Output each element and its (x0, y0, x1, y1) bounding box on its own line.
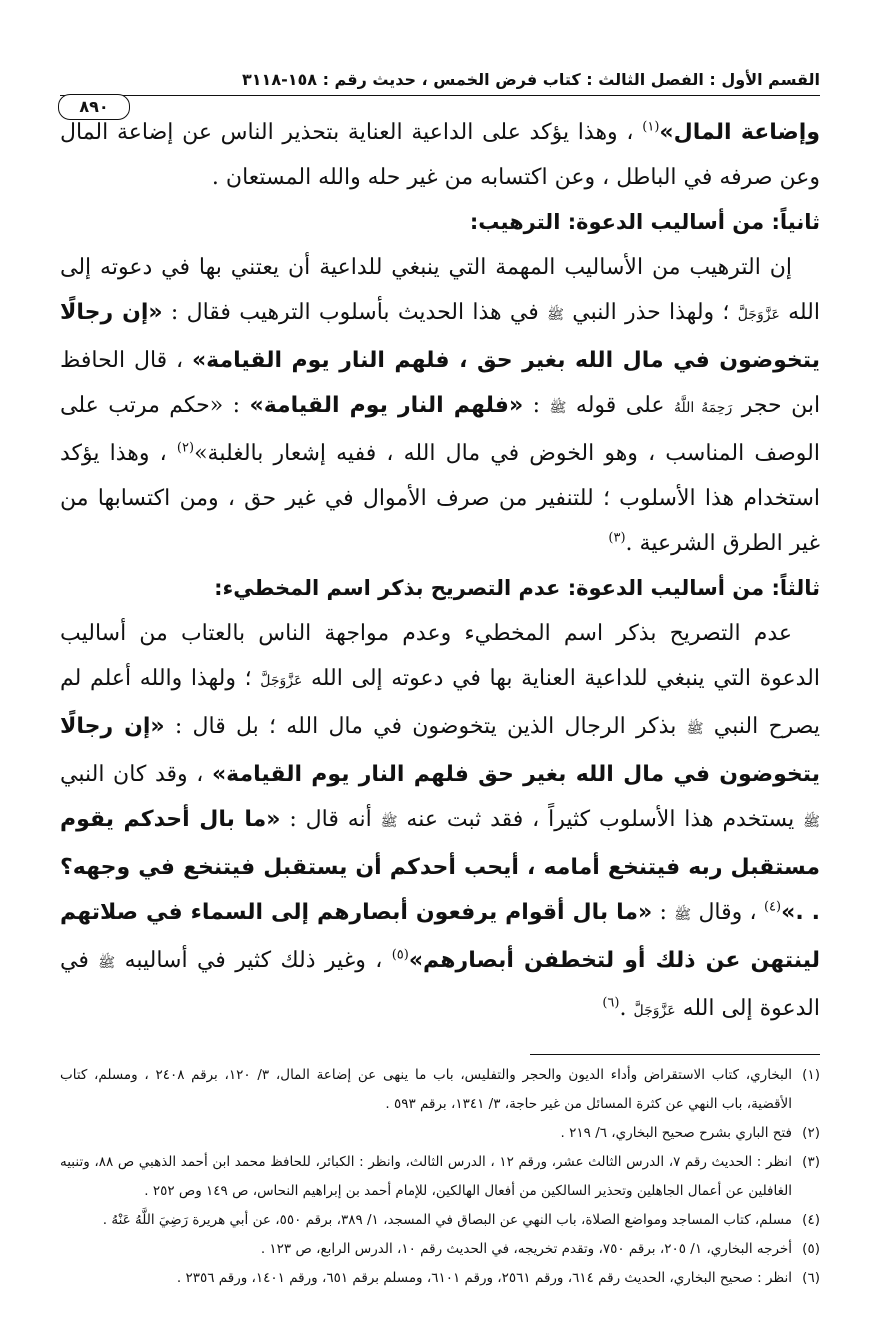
section-heading: ثانياً: من أساليب الدعوة: الترهيب: (469, 210, 820, 234)
footnote (60, 1206, 820, 1235)
honorific: ﷺ (549, 400, 567, 416)
paragraph-3 (60, 611, 820, 1034)
footnote (60, 1235, 820, 1264)
paragraph-text: ، وهذا يؤكد على الداعية العناية بتحذير الناس عن إضاعة المال وعن صرفه في الباطل ، وعن اكتسابه من غير حله والله المستعان . (60, 120, 820, 190)
footnote-ref: (١) (642, 119, 660, 135)
footnote-ref: (٣) (608, 530, 626, 546)
paragraph-text: ، قال الحافظ ابن حجر (60, 348, 821, 418)
paragraph-text: : (532, 393, 541, 418)
page-number: ٨٩٠ (58, 94, 130, 120)
footnote-number: (٦) (802, 1270, 820, 1286)
paragraph-text: : «حكم مرتب على الوصف المناسب ، وهو الخوض في مال الله ، ففيه إشعار بالغلبة» (60, 393, 820, 466)
footnote (60, 1061, 820, 1119)
page-header (60, 66, 820, 92)
footnote (60, 1119, 820, 1148)
paragraph-text: يستخدم هذا الأسلوب كثيراً ، فقد ثبت عنه (406, 807, 795, 832)
paragraph-text: في الدعوة إلى الله (60, 948, 820, 1021)
honorific: ﷺ (380, 814, 398, 830)
honorific: ﷺ (674, 907, 692, 923)
paragraph-text: أنه قال : (289, 807, 372, 832)
honorific: ﷺ (686, 721, 704, 737)
paragraph-text: : (659, 900, 667, 925)
header-rule (60, 95, 820, 96)
hadith-quote: «إن رجالًا يتخوضون في مال الله بغير حق ، فلهم النار يوم القيامة» (60, 300, 820, 373)
paragraph-text: ، وغير ذلك كثير في أساليبه (124, 948, 383, 973)
footnote (60, 1264, 820, 1293)
honorific: عَزَّوَجَلَّ (260, 673, 303, 689)
book-page (60, 66, 820, 1293)
footnote-number: (٢) (802, 1125, 820, 1141)
honorific: عَزَّوَجَلَّ (737, 307, 780, 323)
footnote-ref: (٥) (391, 947, 409, 963)
footnotes (60, 1061, 820, 1293)
honorific: ﷺ (803, 814, 820, 830)
paragraph-text: . (619, 996, 627, 1021)
body-text (60, 110, 820, 1034)
footnote-number: (١) (802, 1067, 820, 1083)
paragraph-text: ، وقال (698, 900, 757, 925)
paragraph-1 (60, 110, 820, 200)
paragraph-2 (60, 245, 820, 566)
running-title: القسم الأول : الفصل الثالث : كتاب فرض الخمس ، حديث رقم : ١٥٨-٣١١٨ (242, 69, 820, 89)
hadith-quote: «ما بال أحدكم يقوم مستقبل ربه فيتنخع أمامه ، أيحب أحدكم أن يستقبل فيتنخع في وجهه؟ . .» (60, 807, 820, 925)
footnote-text: انظر : الحديث رقم ٧، الدرس الثالث عشر، ورقم ١٢ ، الدرس الثالث، وانظر : الكبائر، للحافظ محمد ابن أحمد الذهبي ص ٨٨، وتنبيه الغافلين عن أعمال الجاهلين وتحذير السالكين من أفعال الهالكين، للإمام أحمد بن إبراهيم النحاس، ص ١٤٩ وص ٢٥٢ . (60, 1154, 792, 1199)
paragraph-text: عدم التصريح بذكر اسم المخطيء وعدم مواجهة الناس بالعتاب من أساليب الدعوة التي ينبغي للداعية العناية بها في دعوته إلى الله (60, 621, 820, 691)
hadith-quote: «فلهم النار يوم القيامة» (249, 393, 524, 418)
hadith-quote: «إن رجالًا يتخوضون في مال الله بغير حق فلهم النار يوم القيامة» (60, 714, 820, 787)
footnote-rule (530, 1054, 820, 1055)
paragraph-text: ، وهذا يؤكد استخدام هذا الأسلوب ؛ للتنفير من صرف الأموال في غير حق ، ومن اكتسابها من غير الطرق الشرعية . (60, 441, 820, 556)
paragraph-text: إن الترهيب من الأساليب المهمة التي ينبغي للداعية أن يعتني بها في دعوته إلى الله (60, 255, 820, 325)
footnote-number: (٤) (802, 1212, 820, 1228)
footnote-number: (٥) (802, 1241, 820, 1257)
paragraph-text: على قوله (575, 393, 665, 418)
footnote-ref: (٦) (602, 995, 620, 1011)
footnote-ref: (٤) (763, 899, 782, 915)
footnote-text: انظر : صحيح البخاري، الحديث رقم ٦١٤، ورقم ٢٥٦١، ورقم ٦١٠١، ومسلم برقم ٦٥١، ورقم ١٤٠١، ورقم ٢٣٥٦ . (176, 1270, 792, 1286)
section-heading: ثالثاً: من أساليب الدعوة: عدم التصريح بذكر اسم المخطيء: (214, 576, 820, 600)
footnote-text: فتح الباري بشرح صحيح البخاري، ٦/ ٢١٩ . (560, 1125, 792, 1141)
paragraph-text: ، وقد كان النبي (60, 762, 204, 787)
hadith-quote: «ما بال أقوام يرفعون أبصارهم إلى السماء في صلاتهم لينتهن عن ذلك أو لتخطفن أبصارهم» (60, 900, 820, 973)
footnote-ref: (٢) (176, 440, 195, 456)
hadith-quote: وإضاعة المال» (659, 120, 820, 145)
footnote-text: أخرجه البخاري، ١/ ٢٠٥، برقم ٧٥٠، وتقدم تخريجه، في الحديث رقم ١٠، الدرس الرابع، ص ١٢٣ . (260, 1241, 792, 1257)
paragraph-text: ؛ ولهذا حذر النبي (572, 300, 730, 325)
honorific: ﷺ (98, 955, 116, 971)
honorific: ﷺ (547, 307, 564, 323)
footnote (60, 1148, 820, 1206)
footnote-text: البخاري، كتاب الاستقراض وأداء الديون والحجر والتفليس، باب ما ينهى عن إضاعة المال، ٣/ ١٢٠، برقم ٢٤٠٨ ، ومسلم، كتاب الأقضية، باب النهي عن كثرة المسائل من غير حاجة، ٣/ ١٣٤١، برقم ٥٩٣ . (60, 1067, 792, 1112)
paragraph-text: في هذا الحديث بأسلوب الترهيب فقال : (170, 300, 539, 325)
honorific: عَزَّوَجَلَّ (633, 1003, 676, 1019)
honorific: رَحِمَهُ اللَّهُ (673, 400, 733, 416)
footnote-text: مسلم، كتاب المساجد ومواضع الصلاة، باب النهي عن البصاق في المسجد، ١/ ٣٨٩، برقم ٥٥٠، عن أبي هريرة رَضِيَ اللَّهُ عَنْهُ . (102, 1212, 792, 1228)
paragraph-text: بذكر الرجال الذين يتخوضون في مال الله ؛ بل قال : (174, 714, 677, 739)
paragraph-text: ؛ ولهذا والله أعلم لم يصرح النبي (60, 666, 821, 739)
footnote-number: (٣) (802, 1154, 820, 1170)
